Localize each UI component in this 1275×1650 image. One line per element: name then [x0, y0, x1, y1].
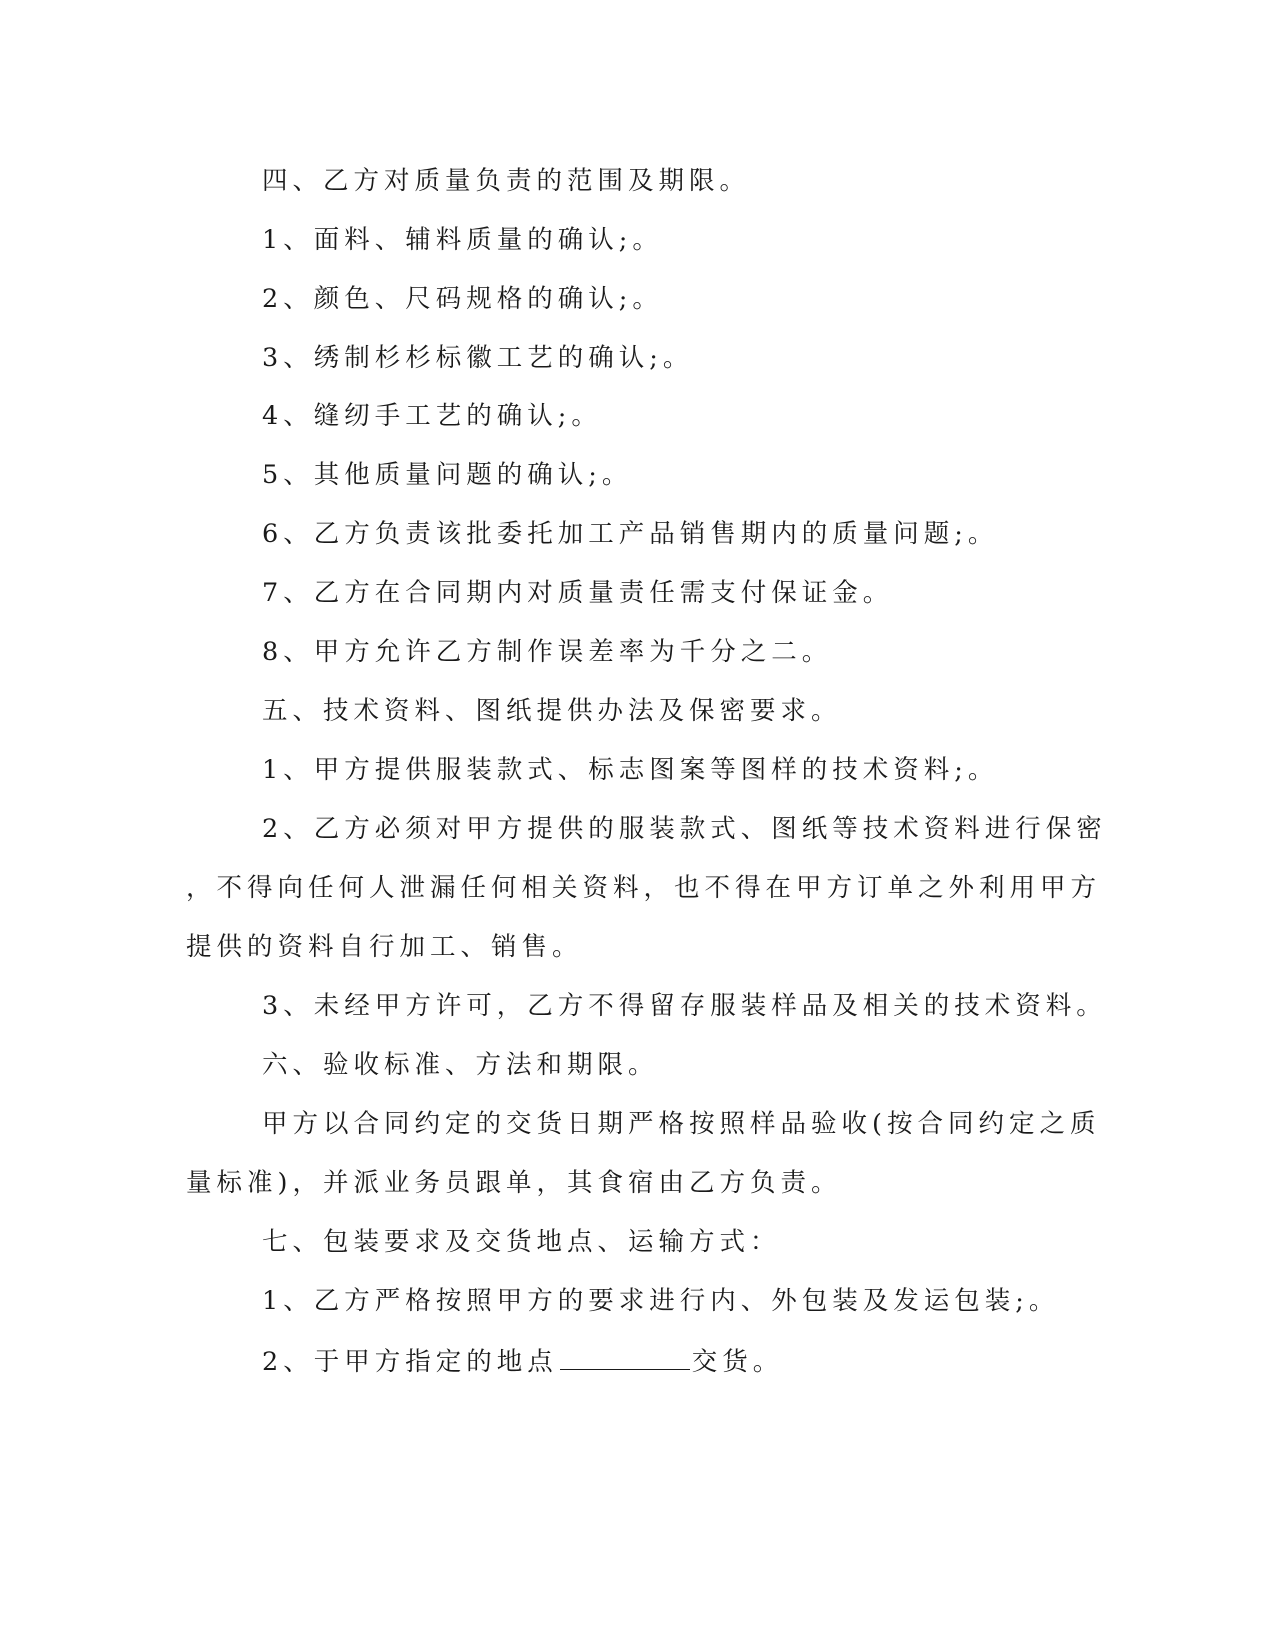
paragraph-line: 2、颜色、尺码规格的确认;。: [262, 284, 663, 314]
section-heading-7: 七、包装要求及交货地点、运输方式：: [262, 1227, 781, 1257]
paragraph-line: 3、绣制杉杉标徽工艺的确认;。: [262, 343, 694, 373]
section-heading-5: 五、技术资料、图纸提供办法及保密要求。: [262, 696, 842, 726]
section-heading-4: 四、乙方对质量负责的范围及期限。: [262, 166, 751, 196]
paragraph-line: 8、甲方允许乙方制作误差率为千分之二。: [262, 637, 833, 667]
paragraph-line: 提供的资料自行加工、销售。: [186, 932, 583, 962]
paragraph-line: 6、乙方负责该批委托加工产品销售期内的质量问题;。: [262, 519, 999, 549]
paragraph-line: 1、乙方严格按照甲方的要求进行内、外包装及发运包装;。: [262, 1286, 1060, 1316]
delivery-line: [262, 1343, 783, 1379]
blank-underline: [560, 1343, 690, 1370]
paragraph-line: 5、其他质量问题的确认;。: [262, 460, 633, 490]
delivery-line-prefix: 2、于甲方指定的地点: [262, 1347, 558, 1377]
paragraph-line: 甲方以合同约定的交货日期严格按照样品验收(按合同约定之质: [262, 1109, 1101, 1139]
paragraph-line: 4、缝纫手工艺的确认;。: [262, 401, 602, 431]
paragraph-line: ，不得向任何人泄漏任何相关资料，也不得在甲方订单之外利用甲方: [186, 873, 1102, 903]
section-heading-6: 六、验收标准、方法和期限。: [262, 1050, 659, 1080]
paragraph-line: 1、甲方提供服装款式、标志图案等图样的技术资料;。: [262, 755, 999, 785]
paragraph-line: 7、乙方在合同期内对质量责任需支付保证金。: [262, 578, 894, 608]
paragraph-line: 2、乙方必须对甲方提供的服装款式、图纸等技术资料进行保密: [262, 814, 1107, 844]
paragraph-line: 量标准)，并派业务员跟单，其食宿由乙方负责。: [186, 1168, 842, 1198]
delivery-line-suffix: 交货。: [691, 1347, 784, 1377]
paragraph-line: 3、未经甲方许可，乙方不得留存服装样品及相关的技术资料。: [262, 991, 1107, 1021]
paragraph-line: 1、面料、辅料质量的确认;。: [262, 225, 663, 255]
